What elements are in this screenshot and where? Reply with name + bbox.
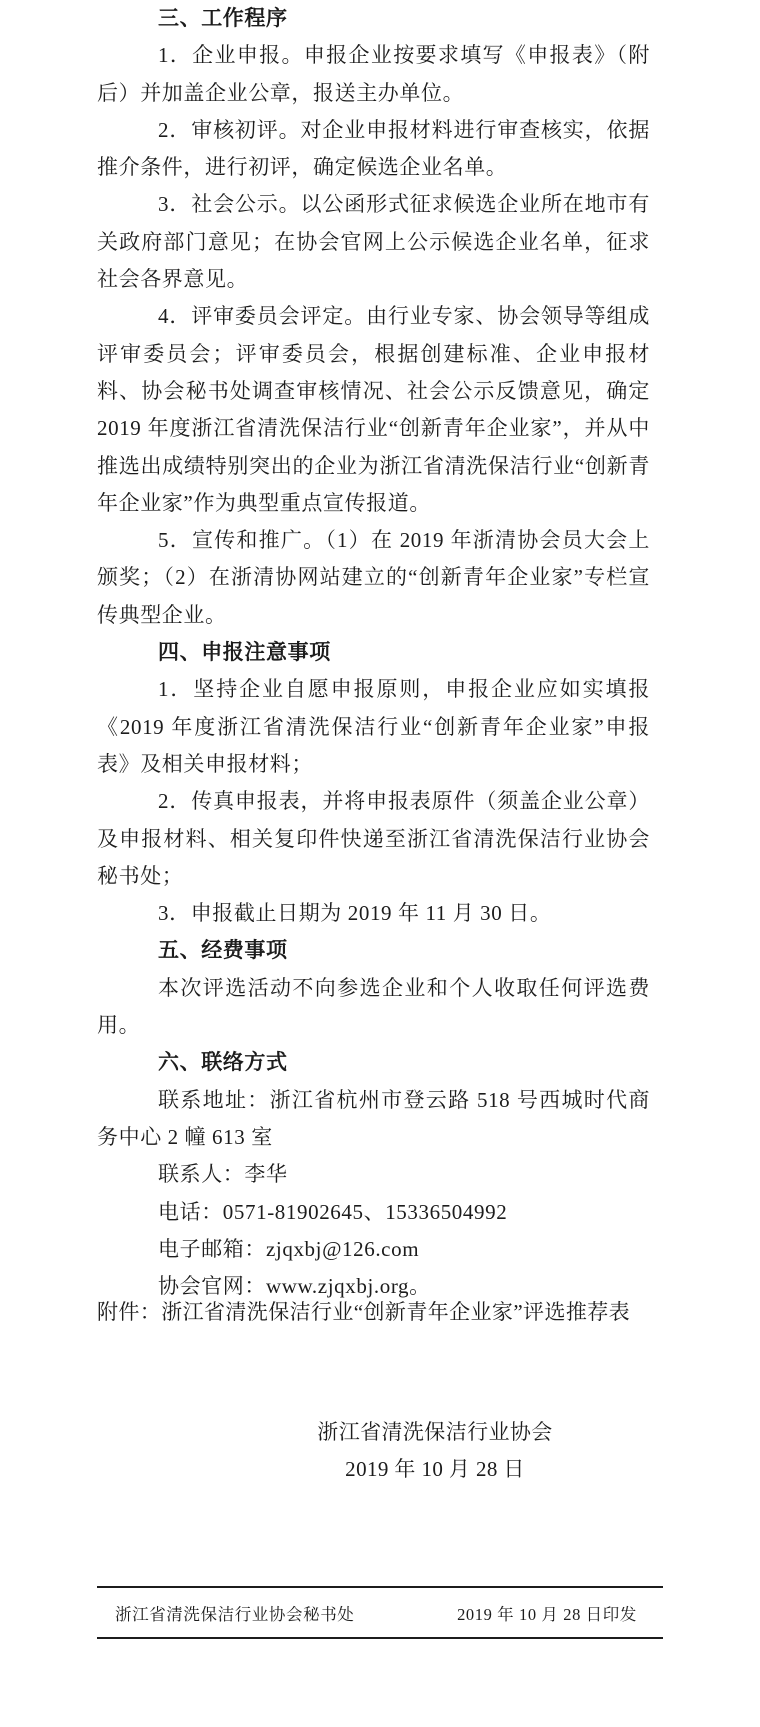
signature-organization: 浙江省清洗保洁行业协会: [317, 1420, 553, 1444]
footer-issuer: 浙江省清洗保洁行业协会秘书处: [115, 1604, 355, 1624]
section-heading-work-procedure: 三、工作程序: [158, 6, 288, 30]
footer-print-date: 2019 年 10 月 28 日印发: [457, 1604, 637, 1624]
paragraph-public-notice: 3．社会公示。以公函形式征求候选企业所在地市有关政府部门意见；在协会官网上公示候选企业名单，征求社会各界意见。: [97, 192, 650, 292]
paragraph-committee-evaluation: 4．评审委员会评定。由行业专家、协会领导等组成评审委员会；评审委员会，根据创建标准、企业申报材料、协会秘书处调查审核情况、社会公示反馈意见，确定 2019 年度浙江省清洗保洁行业“创新青年企业家”，并从中推选出成绩特别突出的企业为浙江省清洗保洁行业“创新青年企业家”作为典型重点宣传报道。: [97, 304, 650, 515]
document-footer: [97, 1586, 663, 1639]
contact-address-line: 联系地址：浙江省杭州市登云路 518 号西城时代商务中心 2 幢 613 室: [97, 1087, 650, 1149]
paragraph-deadline: 3．申报截止日期为 2019 年 11 月 30 日。: [158, 901, 552, 926]
section-heading-contact: 六、联络方式: [158, 1050, 288, 1075]
paragraph-enterprise-declaration: 1．企业申报。申报企业按要求填写《申报表》（附后）并加盖企业公章，报送主办单位。: [97, 43, 650, 105]
contact-phone-line: 电话：0571-81902645、15336504992: [158, 1199, 508, 1224]
paragraph-fax-and-mail: 2．传真申报表，并将申报表原件（须盖企业公章）及申报材料、相关复印件快递至浙江省清洗保洁行业协会秘书处；: [97, 789, 650, 888]
document-body: [97, 0, 650, 1305]
section-heading-application-notes: 四、申报注意事项: [158, 640, 331, 665]
paragraph-promotion: 5．宣传和推广。（1）在 2019 年浙清协会员大会上颁奖；（2）在浙清协网站建立的“创新青年企业家”专栏宣传典型企业。: [97, 528, 650, 627]
contact-email-line: 电子邮箱：zjqxbj@126.com: [158, 1236, 420, 1261]
attachment-line: 附件：浙江省清洗保洁行业“创新青年企业家”评选推荐表: [97, 1300, 631, 1324]
paragraph-voluntary-principle: 1．坚持企业自愿申报原则，申报企业应如实填报《2019 年度浙江省清洗保洁行业“创新青年企业家”申报表》及相关申报材料；: [97, 677, 650, 776]
section-heading-expenses: 五、经费事项: [158, 938, 288, 963]
paragraph-initial-review: 2．审核初评。对企业申报材料进行审查核实，依据推介条件，进行初评，确定候选企业名单。: [97, 117, 650, 180]
signature-block: [205, 1414, 665, 1489]
paragraph-no-fees: 本次评选活动不向参选企业和个人收取任何评选费用。: [97, 975, 650, 1038]
contact-person-line: 联系人：李华: [158, 1162, 288, 1187]
contact-website-line: 协会官网：www.zjqxbj.org。: [158, 1274, 431, 1299]
signature-date: 2019 年 10 月 28 日: [345, 1457, 525, 1482]
